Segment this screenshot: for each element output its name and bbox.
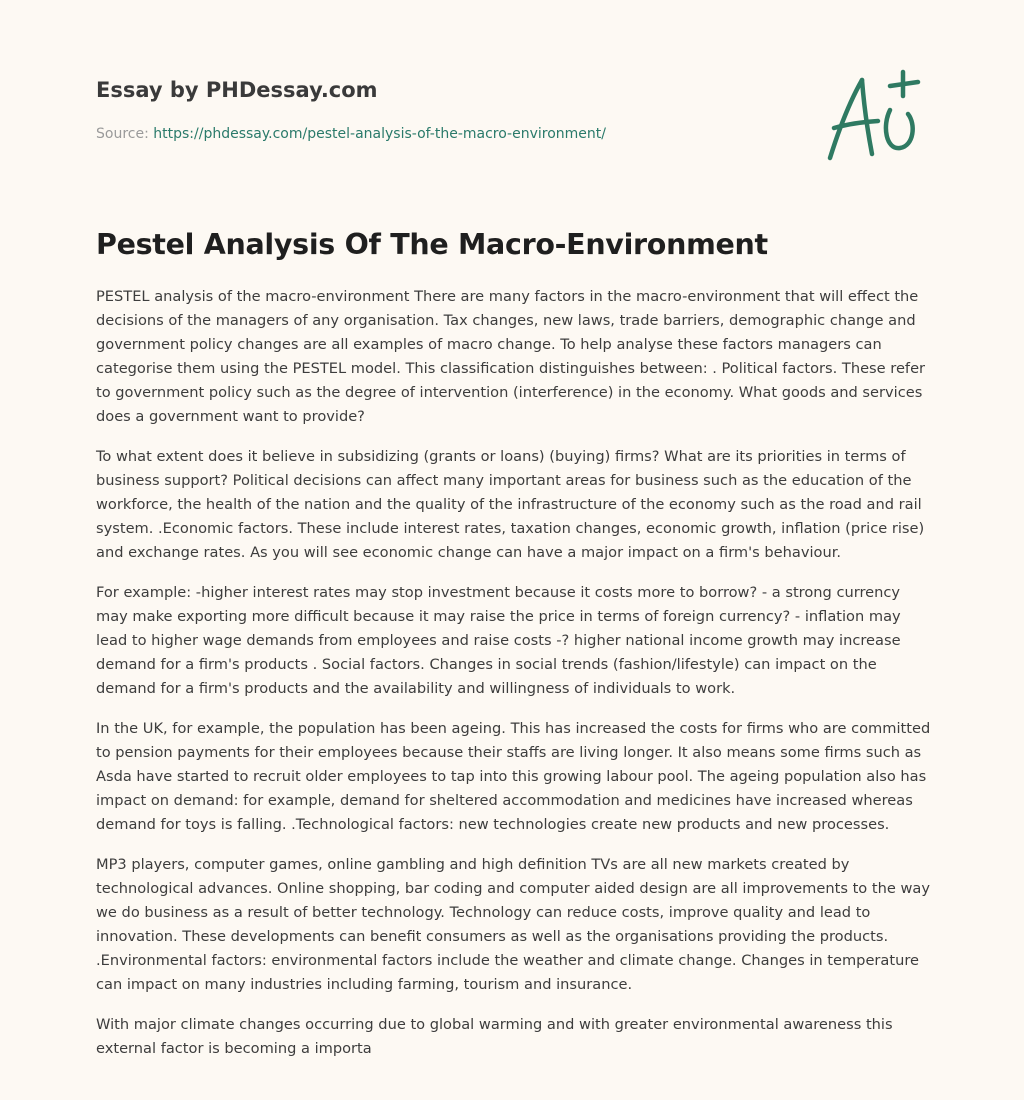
paragraph: PESTEL analysis of the macro-environment There are many factors in the macro-environment that will effect the decisions of the managers of any organisation. Tax changes, new laws, trade barriers, demographic change and government policy changes are all examples of macro change. To help analyse these factors managers can categorise them using the PESTEL model. This classification distinguishes between: . Political factors. These refer to government policy such as the degree of intervention (interference) in the economy. What goods and services does a government want to provide?: [96, 288, 926, 425]
site-brand: Essay by PHDessay.com: [96, 78, 378, 102]
a-plus-logo-icon: [820, 66, 930, 166]
article-body: [96, 285, 932, 1077]
paragraph: In the UK, for example, the population has been ageing. This has increased the costs for firms who are committed to pension payments for their employees because their staffs are living longer. It also means some firms such as Asda have started to recruit older employees to tap into this growing labour pool. The ageing population also has impact on demand: for example, demand for sheltered accommodation and medicines have increased whereas demand for toys is falling. .Technological factors: new technologies create new products and new processes.: [96, 720, 931, 833]
source-link[interactable]: https://phdessay.com/pestel-analysis-of-the-macro-environment/: [153, 126, 606, 142]
paragraph: With major climate changes occurring due to global warming and with greater environmental awareness this external factor is becoming a importa: [96, 1016, 893, 1057]
page-header: [96, 76, 796, 144]
source-line: [96, 124, 796, 144]
paragraph: For example: -higher interest rates may stop investment because it costs more to borrow? - a strong currency may make exporting more difficult because it may raise the price in terms of foreign currency? - inflation may lead to higher wage demands from employees and raise costs -? higher national income growth may increase demand for a firm's products . Social factors. Changes in social trends (fashion/lifestyle) can impact on the demand for a firm's products and the availability and willingness of individuals to work.: [96, 584, 901, 697]
article-title: Pestel Analysis Of The Macro-Environment: [96, 228, 768, 261]
paragraph: To what extent does it believe in subsidizing (grants or loans) (buying) firms? What are its priorities in terms of business support? Political decisions can affect many important areas for business such as the education of the workforce, the health of the nation and the quality of the infrastructure of the economy such as the road and rail system. .Economic factors. These include interest rates, taxation changes, economic growth, inflation (price rise) and exchange rates. As you will see economic change can have a major impact on a firm's behaviour.: [96, 448, 925, 561]
source-label: Source:: [96, 126, 154, 142]
paragraph: MP3 players, computer games, online gambling and high definition TVs are all new markets created by technological advances. Online shopping, bar coding and computer aided design are all improvements to the way we do business as a result of better technology. Technology can reduce costs, improve quality and lead to innovation. These developments can benefit consumers as well as the organisations providing the products. .Environmental factors: environmental factors include the weather and climate change. Changes in temperature can impact on many industries including farming, tourism and insurance.: [96, 856, 930, 993]
